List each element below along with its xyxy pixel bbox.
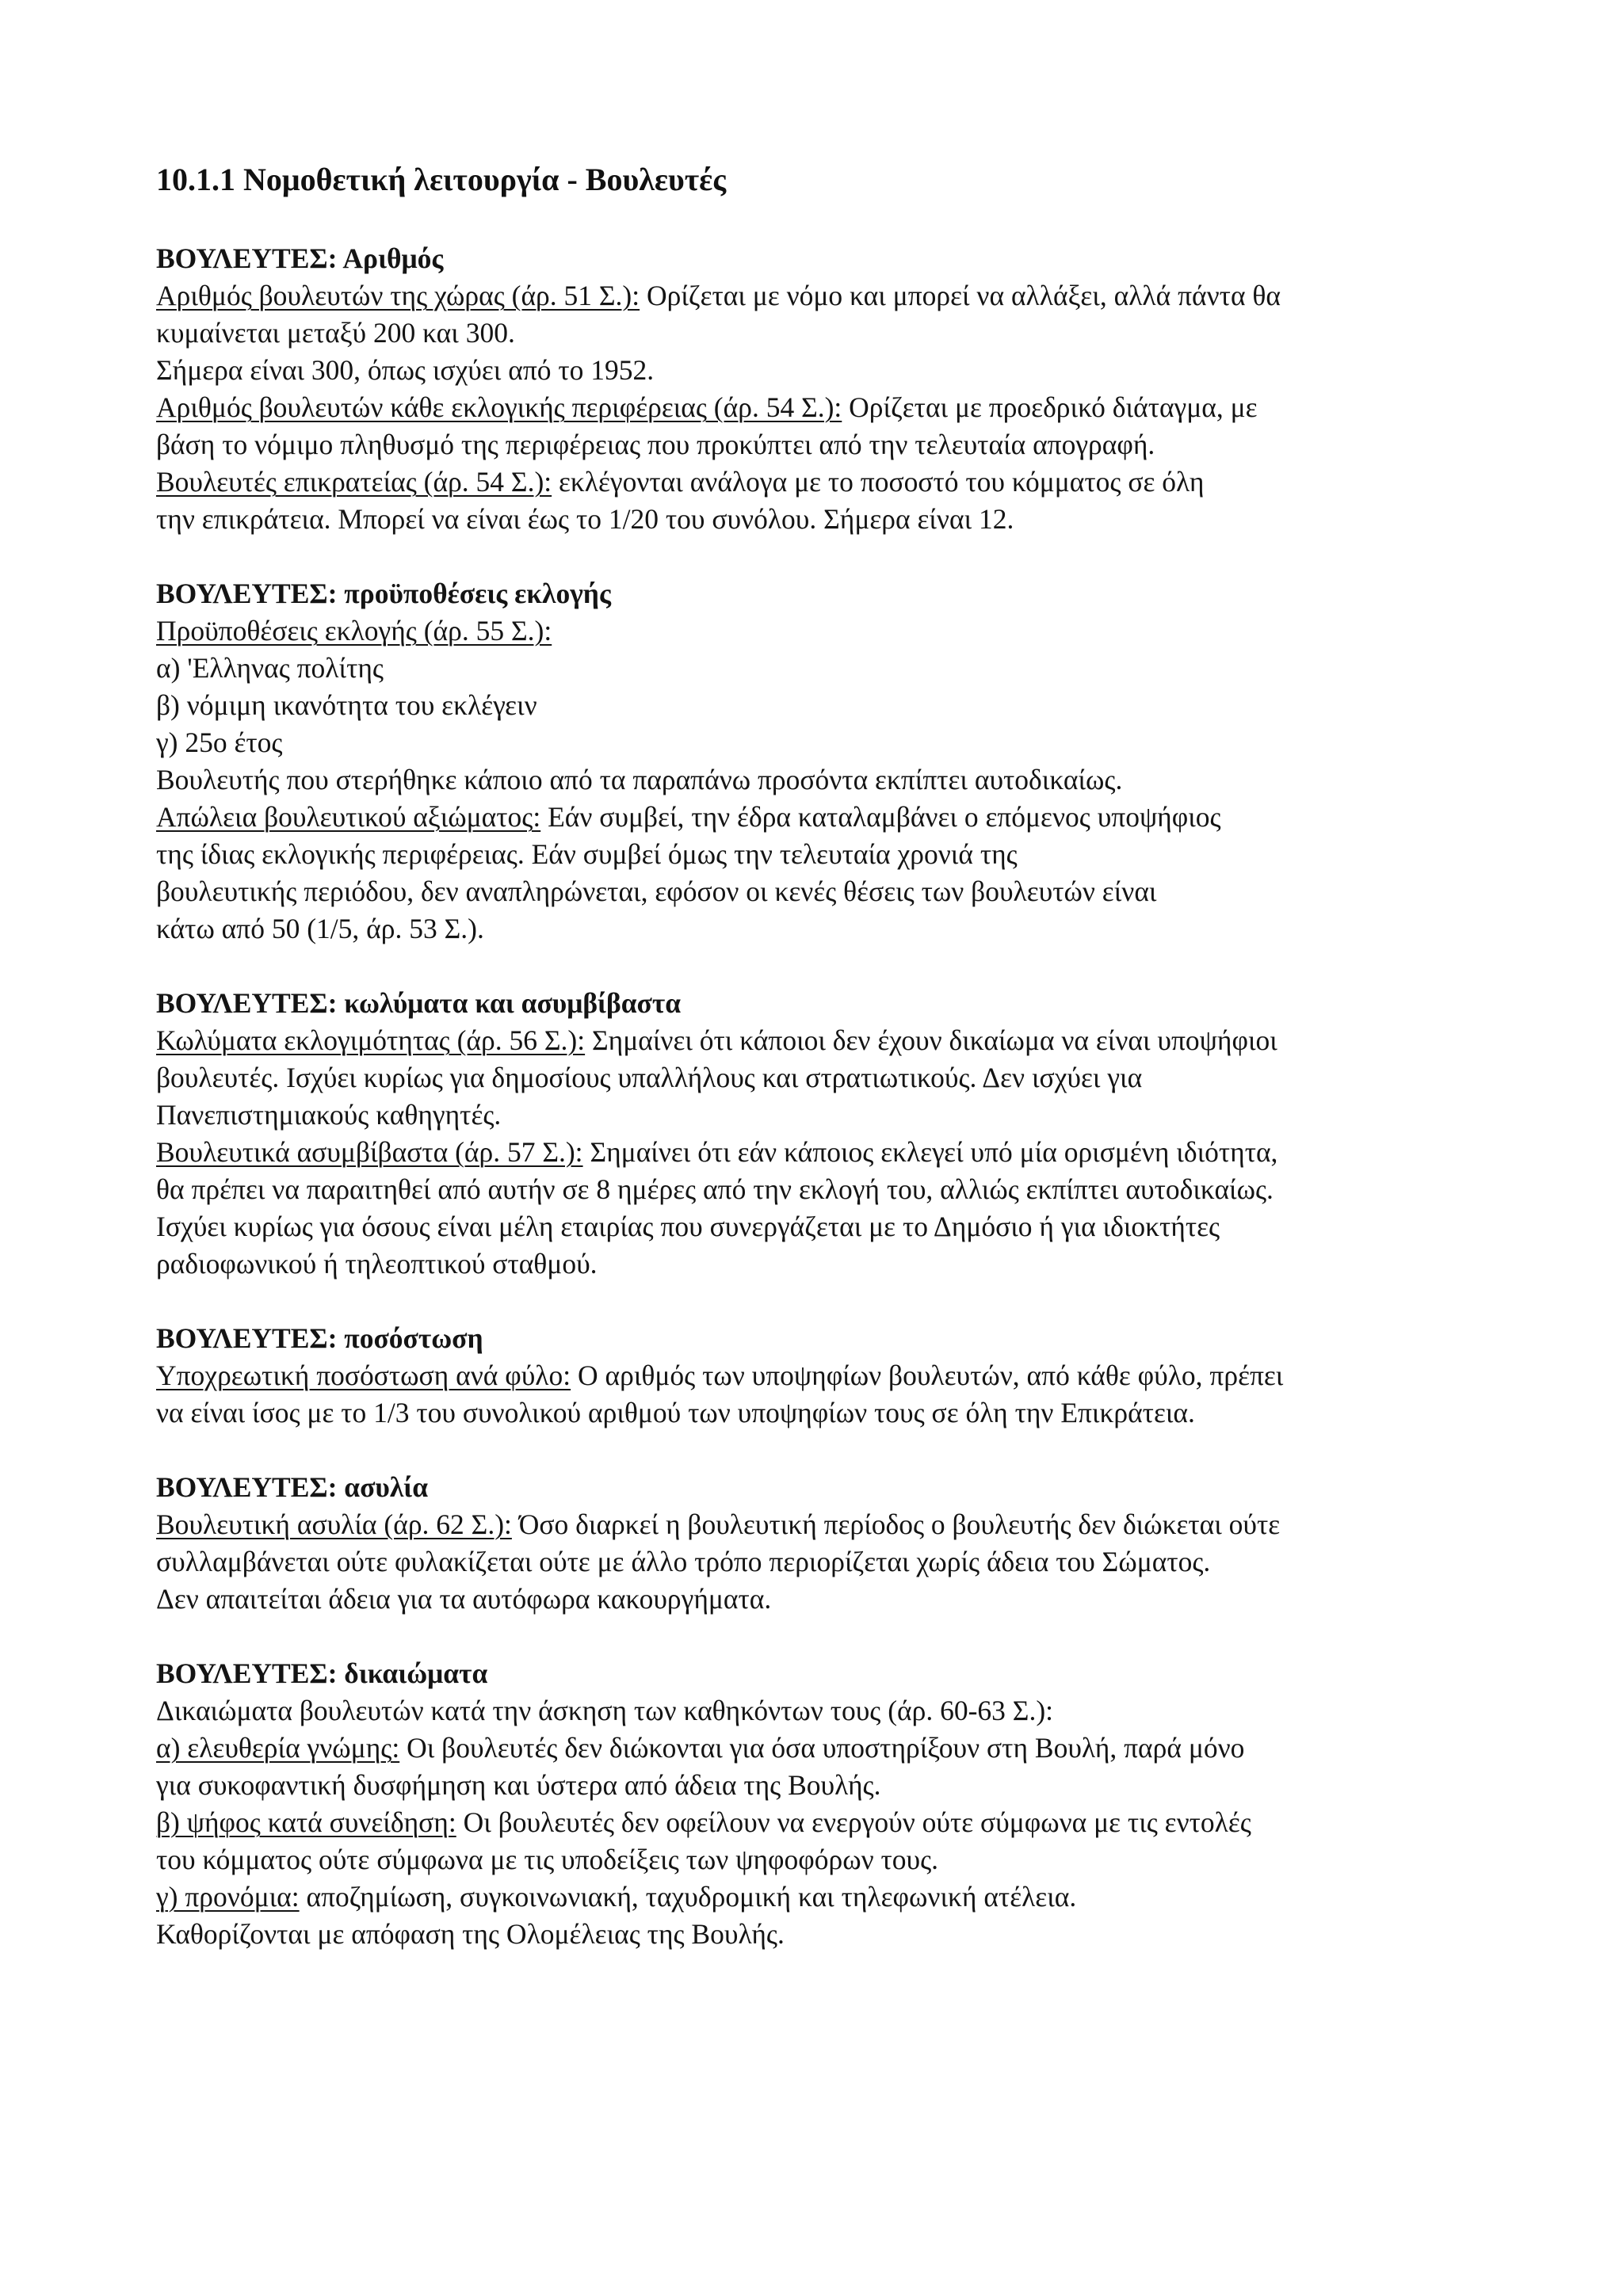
text-line [156, 277, 1480, 315]
text-line [156, 1097, 1480, 1134]
section [156, 1469, 1480, 1618]
text-line [156, 1357, 1480, 1394]
underlined-term: Απώλεια βουλευτικού αξιώματος: [156, 801, 541, 833]
line-text: Βουλευτής που στερήθηκε κάποιο από τα παραπάνω προσόντα εκπίπτει αυτοδικαίως. [156, 764, 1123, 795]
document-title: 10.1.1 Νομοθετική λειτουργία - Βουλευτές [156, 162, 727, 197]
text-line [156, 501, 1480, 538]
text-line [156, 1692, 1480, 1730]
line-text: Σημαίνει ότι εάν κάποιος εκλεγεί υπό μία ορισμένη ιδιότητα, [582, 1136, 1278, 1168]
text-line [156, 1916, 1480, 1953]
line-text: βουλευτικής περιόδου, δεν αναπληρώνεται, εφόσον οι κενές θέσεις των βουλευτών είναι [156, 875, 1157, 907]
line-text: βουλευτές. Ισχύει κυρίως για δημοσίους υπαλλήλους και στρατιωτικούς. Δεν ισχύει για [156, 1062, 1143, 1093]
text-line [156, 873, 1480, 910]
underlined-term: Αριθμός βουλευτών της χώρας (άρ. 51 Σ.): [156, 280, 640, 311]
text-line [156, 910, 1480, 948]
line-text: για συκοφαντική δυσφήμηση και ύστερα από άδεια της Βουλής. [156, 1769, 881, 1801]
text-line [156, 463, 1480, 501]
line-text: Ορίζεται με νόμο και μπορεί να αλλάξει, αλλά πάντα θα [640, 280, 1281, 311]
line-text: της ίδιας εκλογικής περιφέρειας. Εάν συμβεί όμως την τελευταία χρονιά της [156, 838, 1018, 870]
line-text: αποζημίωση, συγκοινωνιακή, ταχυδρομική και τηλεφωνική ατέλεια. [299, 1881, 1077, 1913]
line-text: βάση το νόμιμο πληθυσμό της περιφέρειας που προκύπτει από την τελευταία απογραφή. [156, 429, 1155, 460]
line-text: Σημαίνει ότι κάποιοι δεν έχουν δικαίωμα να είναι υποψήφιοι [585, 1024, 1277, 1056]
line-text: συλλαμβάνεται ούτε φυλακίζεται ούτε με άλλο τρόπο περιορίζεται χωρίς άδεια του Σώματος. [156, 1546, 1211, 1577]
line-text: Σήμερα είναι 300, όπως ισχύει από το 1952. [156, 354, 655, 386]
text-line [156, 836, 1480, 873]
text-line [156, 1767, 1480, 1804]
underlined-term: γ) προνόμια: [156, 1881, 300, 1913]
line-text: β) νόμιμη ικανότητα του εκλέγειν [156, 689, 537, 721]
line-text: γ) 25ο έτος [156, 727, 283, 758]
text-line [156, 1543, 1480, 1581]
line-text: να είναι ίσος με το 1/3 του συνολικού αριθμού των υποψηφίων τους σε όλη την Επικράτεια. [156, 1397, 1195, 1428]
text-line [156, 1394, 1480, 1432]
text-line [156, 1730, 1480, 1767]
section [156, 575, 1480, 948]
text-line [156, 1506, 1480, 1543]
text-line [156, 352, 1480, 389]
underlined-term: Αριθμός βουλευτών κάθε εκλογικής περιφέρειας (άρ. 54 Σ.): [156, 391, 842, 423]
line-text: Πανεπιστημιακούς καθηγητές. [156, 1099, 502, 1131]
underlined-term: Υποχρεωτική ποσόστωση ανά φύλο: [156, 1360, 571, 1391]
section [156, 985, 1480, 1283]
line-text: ραδιοφωνικού ή τηλεοπτικού σταθμού. [156, 1248, 598, 1280]
section-heading: ΒΟΥΛΕΥΤΕΣ: προϋποθέσεις εκλογής [156, 578, 611, 609]
text-line [156, 724, 1480, 761]
text-line [156, 426, 1480, 463]
section-heading: ΒΟΥΛΕΥΤΕΣ: Αριθμός [156, 242, 444, 274]
section [156, 1320, 1480, 1432]
text-line [156, 761, 1480, 799]
line-text: Ορίζεται με προεδρικό διάταγμα, με [842, 391, 1258, 423]
line-text: κάτω από 50 (1/5, άρ. 53 Σ.). [156, 913, 484, 944]
underlined-term: α) ελευθερία γνώμης: [156, 1732, 400, 1764]
underlined-term: Βουλευτές επικρατείας (άρ. 54 Σ.): [156, 466, 552, 498]
line-text: Όσο διαρκεί η βουλευτική περίοδος ο βουλευτής δεν διώκεται ούτε [511, 1508, 1281, 1540]
section-heading: ΒΟΥΛΕΥΤΕΣ: ασυλία [156, 1471, 429, 1503]
text-line [156, 1245, 1480, 1283]
section [156, 240, 1480, 538]
line-text: Ο αριθμός των υποψηφίων βουλευτών, από κάθε φύλο, πρέπει [571, 1360, 1284, 1391]
underlined-term: Βουλευτική ασυλία (άρ. 62 Σ.): [156, 1508, 512, 1540]
section-heading: ΒΟΥΛΕΥΤΕΣ: ποσόστωση [156, 1322, 483, 1354]
text-line [156, 315, 1480, 352]
text-line [156, 1059, 1480, 1097]
line-text: Ισχύει κυρίως για όσους είναι μέλη εταιρίας που συνεργάζεται με το Δημόσιο ή για ιδιοκτήτες [156, 1211, 1220, 1242]
section [156, 1655, 1480, 1953]
text-line [156, 687, 1480, 724]
text-line [156, 1208, 1480, 1245]
line-text: του κόμματος ούτε σύμφωνα με τις υποδείξεις των ψηφοφόρων τους. [156, 1844, 939, 1875]
underlined-term: Κωλύματα εκλογιμότητας (άρ. 56 Σ.): [156, 1024, 586, 1056]
line-text: Δικαιώματα βουλευτών κατά την άσκηση των καθηκόντων τους (άρ. 60-63 Σ.): [156, 1695, 1054, 1726]
line-text: α) 'Ελληνας πολίτης [156, 652, 384, 684]
underlined-term: β) ψήφος κατά συνείδηση: [156, 1806, 456, 1838]
line-text: Εάν συμβεί, την έδρα καταλαμβάνει ο επόμενος υποψήφιος [540, 801, 1221, 833]
text-line [156, 1878, 1480, 1916]
underlined-term: Προϋποθέσεις εκλογής (άρ. 55 Σ.): [156, 615, 552, 646]
text-line [156, 1804, 1480, 1841]
text-line [156, 1134, 1480, 1171]
line-text: κυμαίνεται μεταξύ 200 και 300. [156, 317, 515, 349]
text-line [156, 389, 1480, 426]
line-text: Καθορίζονται με απόφαση της Ολομέλειας της Βουλής. [156, 1918, 785, 1950]
section-heading: ΒΟΥΛΕΥΤΕΣ: κωλύματα και ασυμβίβαστα [156, 987, 682, 1019]
text-line [156, 1171, 1480, 1208]
line-text: εκλέγονται ανάλογα με το ποσοστό του κόμματος σε όλη [552, 466, 1205, 498]
section-heading: ΒΟΥΛΕΥΤΕΣ: δικαιώματα [156, 1657, 488, 1689]
line-text: Οι βουλευτές δεν οφείλουν να ενεργούν ούτε σύμφωνα με τις εντολές [456, 1806, 1251, 1838]
line-text: θα πρέπει να παραιτηθεί από αυτήν σε 8 ημέρες από την εκλογή του, αλλιώς εκπίπτει αυτοδικαίως. [156, 1173, 1274, 1205]
text-line [156, 612, 1480, 650]
text-line [156, 799, 1480, 836]
text-line [156, 1841, 1480, 1878]
line-text: Οι βουλευτές δεν διώκονται για όσα υποστηρίξουν στη Βουλή, παρά μόνο [399, 1732, 1245, 1764]
sections-container [156, 240, 1480, 1953]
underlined-term: Βουλευτικά ασυμβίβαστα (άρ. 57 Σ.): [156, 1136, 583, 1168]
line-text: Δεν απαιτείται άδεια για τα αυτόφωρα κακουργήματα. [156, 1583, 772, 1615]
line-text: την επικράτεια. Μπορεί να είναι έως το 1/20 του συνόλου. Σήμερα είναι 12. [156, 503, 1014, 535]
text-line [156, 1022, 1480, 1059]
text-line [156, 1581, 1480, 1618]
text-line [156, 650, 1480, 687]
